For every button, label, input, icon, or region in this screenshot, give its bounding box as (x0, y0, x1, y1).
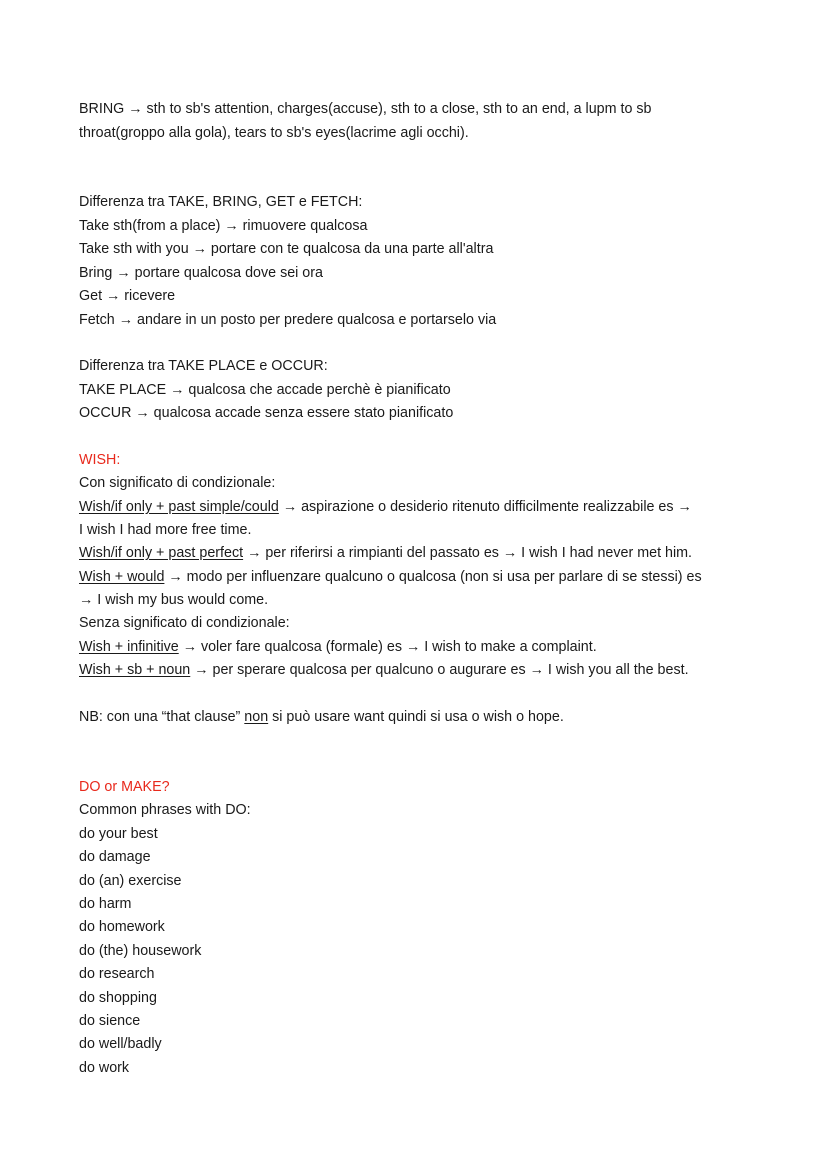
do-phrase: do shopping (79, 990, 157, 1006)
wish-rule-3-example: → I wish my bus would come. (79, 592, 269, 608)
bring-line-2: throat(groppo alla gola), tears to sb's eyes(lacrime agli occhi). (79, 125, 469, 141)
do-phrase: do (the) housework (79, 943, 202, 959)
bring-line-1: BRING → sth to sb's attention, charges(accuse), sth to a close, sth to an end, a lupm to sb (79, 101, 652, 117)
wish-rule-2-text: → per riferirsi a rimpianti del passato es → I wish I had never met him. (243, 545, 693, 561)
take-bring-item: Take sth(from a place) → rimuovere qualcosa (79, 218, 368, 234)
wish-rule-1 (79, 498, 692, 516)
do-phrase: do research (79, 966, 155, 982)
wish-note (79, 708, 564, 726)
do-phrase: do well/badly (79, 1036, 162, 1052)
do-phrase: do your best (79, 826, 158, 842)
wish-with-conditional: Con significato di condizionale: (79, 475, 276, 491)
take-place-item: OCCUR → qualcosa accade senza essere stato pianificato (79, 405, 454, 421)
wish-rule-2-form: Wish/if only + past perfect (79, 545, 244, 561)
do-phrase: do homework (79, 919, 165, 935)
take-place-item: TAKE PLACE → qualcosa che accade perchè è pianificato (79, 382, 451, 398)
wish-rule-2 (79, 544, 692, 562)
wish-rule-5 (79, 661, 689, 679)
take-bring-item: Fetch → andare in un posto per predere qualcosa e portarselo via (79, 312, 497, 328)
do-phrase: do (an) exercise (79, 873, 182, 889)
wish-heading: WISH: (79, 452, 121, 468)
do-make-subtitle: Common phrases with DO: (79, 802, 251, 818)
wish-rule-3-form: Wish + would (79, 569, 165, 585)
wish-rule-4-text: → voler fare qualcosa (formale) es → I wish to make a complaint. (178, 639, 597, 655)
wish-rule-4-form: Wish + infinitive (79, 639, 179, 655)
take-bring-item: Take sth with you → portare con te qualcosa da una parte all'altra (79, 241, 494, 257)
take-bring-item: Get → ricevere (79, 288, 176, 304)
do-phrase: do harm (79, 896, 132, 912)
wish-rule-3 (79, 568, 702, 586)
do-phrase: do damage (79, 849, 151, 865)
wish-rule-3-text: → modo per influenzare qualcuno o qualcosa (non si usa per parlare di se stessi) es (164, 569, 702, 585)
take-bring-item: Bring → portare qualcosa dove sei ora (79, 265, 323, 281)
wish-rule-5-text: → per sperare qualcosa per qualcuno o augurare es → I wish you all the best. (190, 662, 689, 678)
wish-rule-1-text: → aspirazione o desiderio ritenuto difficilmente realizzabile es → (278, 499, 692, 515)
wish-rule-5-form: Wish + sb + noun (79, 662, 191, 678)
do-make-heading: DO or MAKE? (79, 779, 170, 795)
wish-note-pre: NB: con una “that clause” (79, 709, 245, 725)
wish-rule-1-form: Wish/if only + past simple/could (79, 499, 279, 515)
take-place-title: Differenza tra TAKE PLACE e OCCUR: (79, 358, 328, 374)
wish-rule-4 (79, 638, 597, 656)
do-phrase: do work (79, 1060, 130, 1076)
do-phrase: do sience (79, 1013, 141, 1029)
take-bring-title: Differenza tra TAKE, BRING, GET e FETCH: (79, 194, 363, 210)
wish-note-underlined: non (244, 709, 269, 725)
wish-note-post: si può usare want quindi si usa o wish o hope. (268, 709, 564, 725)
wish-rule-1-example: I wish I had more free time. (79, 522, 252, 538)
wish-without-conditional: Senza significato di condizionale: (79, 615, 290, 631)
